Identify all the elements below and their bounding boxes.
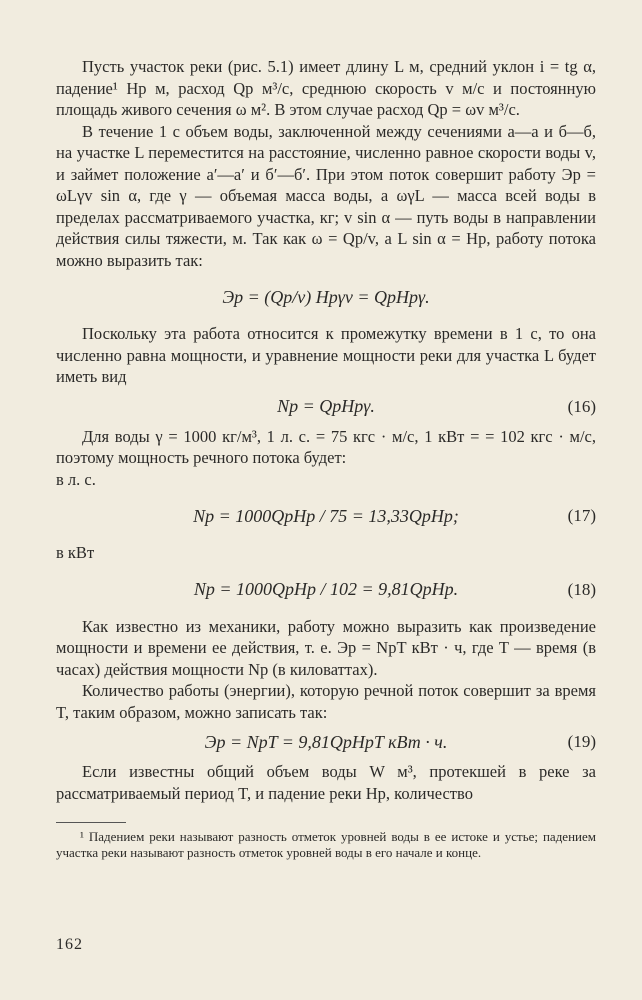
formula-19-text: Эр = NрT = 9,81QрHрT кВт · ч. [204,731,448,752]
label-kw: в кВт [56,543,95,562]
paragraph-2: В течение 1 с объем воды, заключенной между сечениями а—а и б—б, на участке L переместится на расстояние, численно равное скорости воды v, и займет положение а′—а′ и б′—б′. При этом поток совершит работу Эр = ωLγv sin α, где γ — объемая масса воды, а ωγL — масса всей воды в пределах рассматриваемого участка, кг; v sin α — путь воды в направлении действия силы тяжести, м. Так как ω = Qр/v, а L sin α = Hр, работу потока можно выразить так: [56,121,596,270]
formula-18-number: (18) [567,579,596,599]
label-hp: в л. с. [56,469,96,489]
formula-16-number: (16) [567,396,596,416]
footnote: ¹ Падением реки называют разность отметок уровней воды в ее истоке и устье; падением участка реки называют разность отметок уровней воды в его начале и конце. [56,829,596,860]
formula-work-text: Эр = (Qр/v) Hрγv = QрHрγ. [222,286,430,307]
paragraph-1: Пусть участок реки (рис. 5.1) имеет длину L м, средний уклон i = tg α, падение¹ Hр м, расход Qр м³/с, среднюю скорость v м/с и постоянную площадь живого сечения ω м². В этом случае расход Qр = ωv м³/с. [56,57,596,119]
formula-work [56,271,596,323]
paragraph-8: Если известны общий объем воды W м³, протекшей в реке за рассматриваемый период T, и падение реки Hр, количество [56,762,596,803]
formula-18 [56,564,596,616]
paragraph-3: Поскольку эта работа относится к промежутку времени в 1 с, то она численно равна мощности, и уравнение мощности реки для участка L будет иметь вид [56,324,596,386]
formula-17-number: (17) [567,506,596,525]
formula-17-text: Nр = 1000QрHр / 75 = 13,33QрHр; [193,505,459,526]
formula-19-number: (19) [567,732,596,751]
footnote-divider [56,822,126,823]
paragraph-6: Как известно из механики, работу можно выразить как произведение мощности и времени ее действия, т. е. Эр = NрT кВт · ч, где T — время (в часах) действия мощности Nр (в киловаттах). [56,616,596,679]
page-number: 162 [56,936,83,953]
formula-16 [56,388,596,426]
formula-18-text: Nр = 1000QрHр / 102 = 9,81QрHр. [193,579,459,599]
formula-17 [56,490,596,542]
paragraph-7: Количество работы (энергии), которую речной поток совершит за время T, таким образом, можно записать так: [56,681,596,722]
formula-16-text: Nр = QрHрγ. [277,396,375,416]
page-body [56,56,596,861]
formula-19 [56,723,596,761]
paragraph-4: Для воды γ = 1000 кг/м³, 1 л. с. = 75 кгс · м/с, 1 кВт = = 102 кгс · м/с, поэтому мощность речного потока будет: [56,426,596,467]
